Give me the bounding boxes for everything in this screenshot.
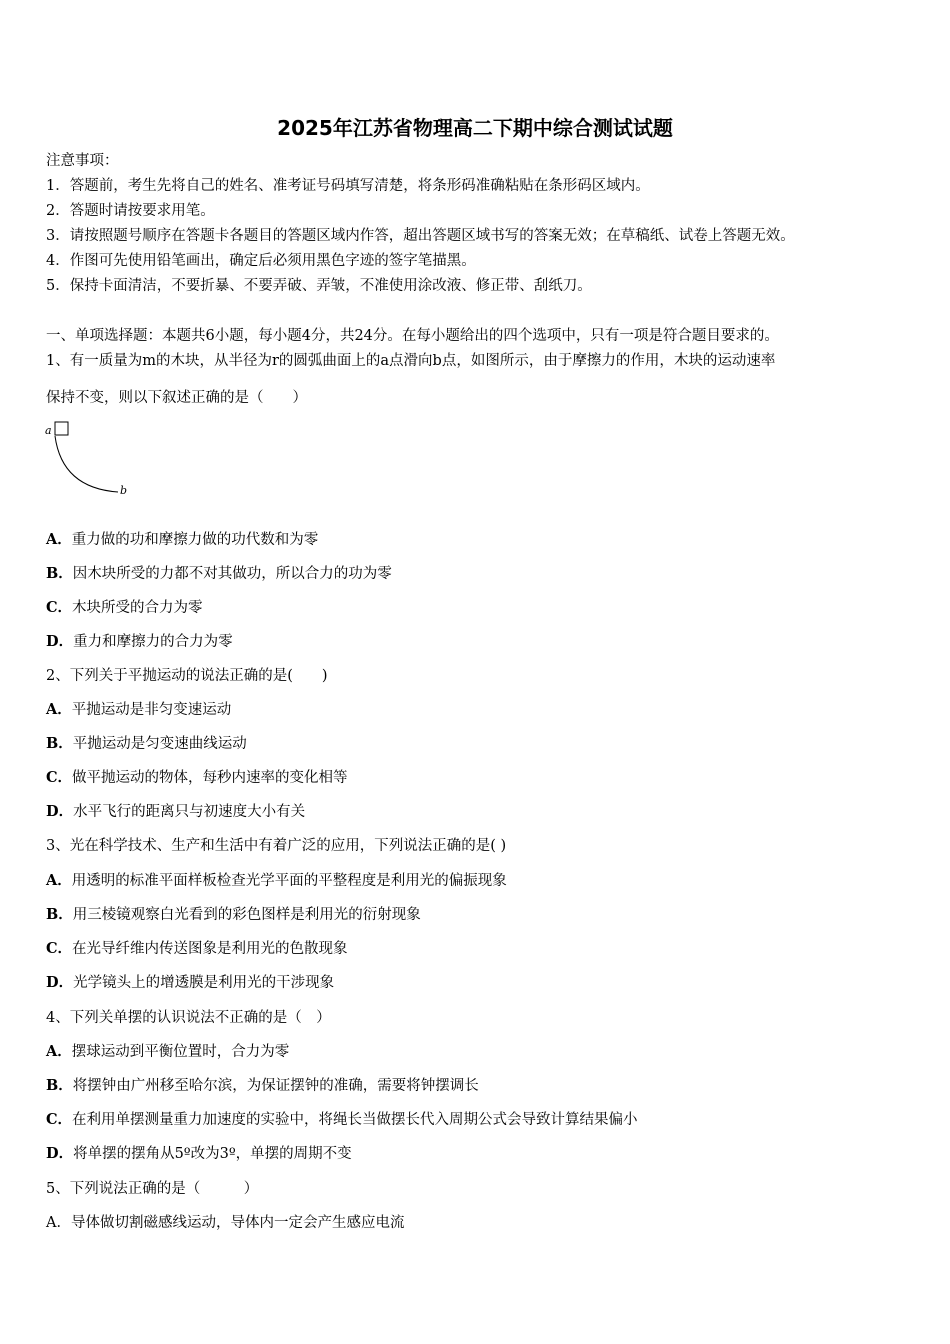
arc-curve	[55, 436, 118, 492]
notice-item-1: 1．答题前，考生先将自己的姓名、准考证号码填写清楚，将条形码准确粘贴在条形码区域内。	[46, 178, 650, 194]
section-heading: 一、单项选择题：本题共6小题，每小题4分，共24分。在每小题给出的四个选项中，只有一项是符合题目要求的。	[46, 328, 779, 344]
question-4-option-b[interactable]: B．将摆钟由广州移至哈尔滨，为保证摆钟的准确，需要将钟摆调长	[46, 1077, 479, 1094]
question-1-stem-line2: 保持不变，则以下叙述正确的是（ ）	[46, 390, 307, 406]
question-3-option-b[interactable]: B．用三棱镜观察白光看到的彩色图样是利用光的衍射现象	[46, 906, 421, 923]
notice-item-2: 2．答题时请按要求用笔。	[46, 203, 215, 219]
question-1-option-b[interactable]: B．因木块所受的力都不对其做功，所以合力的功为零	[46, 565, 392, 582]
notice-item-4: 4．作图可先使用铅笔画出，确定后必须用黑色字迹的签字笔描黑。	[46, 253, 476, 269]
question-3-stem: 3、光在科学技术、生产和生活中有着广泛的应用，下列说法正确的是( )	[46, 838, 507, 854]
question-4-option-c[interactable]: C．在利用单摆测量重力加速度的实验中，将绳长当做摆长代入周期公式会导致计算结果偏小	[46, 1111, 638, 1128]
question-2-stem: 2、下列关于平抛运动的说法正确的是( )	[46, 668, 328, 684]
question-4-option-d[interactable]: D．将单摆的摆角从5º改为3º，单摆的周期不变	[46, 1145, 352, 1162]
question-2-option-d[interactable]: D．水平飞行的距离只与初速度大小有关	[46, 803, 306, 820]
question-2-option-b[interactable]: B．平抛运动是匀变速曲线运动	[46, 735, 247, 752]
notice-item-3: 3．请按照题号顺序在答题卡各题目的答题区域内作答，超出答题区域书写的答案无效；在草稿纸、试卷上答题无效。	[46, 228, 795, 244]
figure-label-a: a	[45, 424, 52, 437]
question-5-stem: 5、下列说法正确的是（ ）	[46, 1181, 259, 1197]
question-2-option-c[interactable]: C．做平抛运动的物体，每秒内速率的变化相等	[46, 769, 348, 786]
question-1-stem-line1: 1、有一质量为m的木块，从半径为r的圆弧曲面上的a点滑向b点，如图所示，由于摩擦力的作用，木块的运动速率	[46, 353, 776, 369]
notice-item-5: 5．保持卡面清洁，不要折暴、不要弄破、弄皱，不准使用涂改液、修正带、刮纸刀。	[46, 278, 592, 294]
question-5-option-a[interactable]: A．导体做切割磁感线运动，导体内一定会产生感应电流	[46, 1215, 405, 1231]
question-4-stem: 4、下列关单摆的认识说法不正确的是（ ）	[46, 1010, 331, 1026]
question-3-option-c[interactable]: C．在光导纤维内传送图象是利用光的色散现象	[46, 940, 348, 957]
block-square	[55, 422, 68, 435]
question-1-option-a[interactable]: A．重力做的功和摩擦力做的功代数和为零	[46, 531, 319, 548]
notice-heading: 注意事项：	[46, 153, 119, 169]
arc-figure	[40, 418, 140, 504]
question-3-option-d[interactable]: D．光学镜头上的增透膜是利用光的干涉现象	[46, 974, 335, 991]
question-4-option-a[interactable]: A．摆球运动到平衡位置时，合力为零	[46, 1043, 290, 1060]
page-title: 2025年江苏省物理高二下期中综合测试试题	[277, 116, 673, 140]
question-3-option-a[interactable]: A．用透明的标准平面样板检查光学平面的平整程度是利用光的偏振现象	[46, 872, 507, 889]
question-1-option-c[interactable]: C．木块所受的合力为零	[46, 599, 203, 616]
figure-label-b: b	[120, 484, 128, 497]
question-2-option-a[interactable]: A．平抛运动是非匀变速运动	[46, 701, 232, 718]
question-1-option-d[interactable]: D．重力和摩擦力的合力为零	[46, 633, 233, 650]
